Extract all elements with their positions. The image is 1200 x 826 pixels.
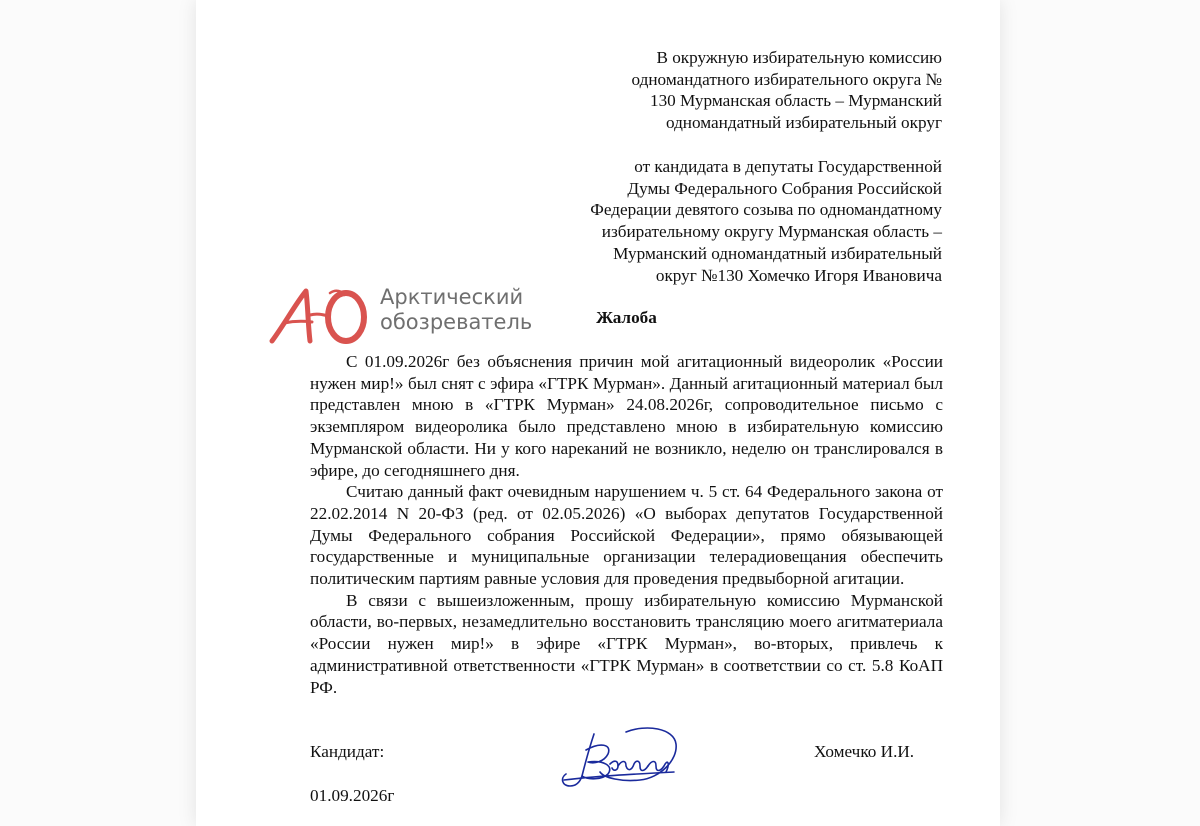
document-page <box>196 0 1000 826</box>
recipient-line: 130 Мурманская область – Мурманский <box>649 91 942 111</box>
body-paragraph: Считаю данный факт очевидным нарушением ч. 5 ст. 64 Федерального закона от 22.02.2014 N 20-ФЗ (ред. от 02.05.2026) «О выборах депутатов Государственной Думы Федерального собрания Российской Федерации», прямо обязывающей государственные и муниципальные организации телерадиовещания обеспечить политическим партиям равные условия для проведения предвыборной агитации. <box>310 482 943 589</box>
sender-line: округ №130 Хомечко Игоря Ивановича <box>655 265 942 285</box>
watermark-line: Арктический <box>380 285 524 309</box>
handwritten-signature <box>556 720 681 795</box>
sender-line: избирательному округу Мурманская область – <box>601 222 942 242</box>
recipient-line: В окружную избирательную комиссию <box>656 48 942 67</box>
document-body <box>310 351 943 698</box>
body-paragraph: С 01.09.2026г без объяснения причин мой агитационный видеоролик «России нужен мир!» был снят с эфира «ГТРК Мурман». Данный агитационный материал был представлен мною в «ГТРК Мурман» 24.08.2026г, сопроводительное письмо с экземпляром видеоролика было представлено мною в избирательную комиссию Мурманской области. Ни у кого нареканий не возникло, неделю он транслировался в эфире, до сегодняшнего дня. <box>310 352 943 480</box>
signer-name: Хомечко И.И. <box>814 742 915 761</box>
document-date: 01.09.2026г <box>310 786 395 805</box>
sender-line: Федерации девятого созыва по одномандатному <box>590 200 942 220</box>
sender-line: Мурманский одномандатный избирательный <box>613 243 942 263</box>
document-title: Жалоба <box>596 308 657 327</box>
sender-block <box>590 156 942 286</box>
body-paragraph: В связи с вышеизложенным, прошу избирательную комиссию Мурманской области, во-первых, незамедлительно восстановить трансляцию моего агитматериала «России нужен мир!» в эфире «ГТРК Мурман», во-вторых, привлечь к административной ответственности «ГТРК Мурман» в соответствии со ст. 5.8 КоАП РФ. <box>310 590 943 697</box>
sender-line: от кандидата в депутаты Государственной <box>634 157 942 176</box>
recipient-line: одномандатный избирательный округ <box>665 113 942 133</box>
watermark-line: обозреватель <box>380 310 533 334</box>
recipient-line: одномандатного избирательного округа № <box>631 69 942 89</box>
recipient-block <box>632 47 942 134</box>
sender-line: Думы Федерального Собрания Российской <box>627 178 942 198</box>
candidate-label: Кандидат: <box>310 742 385 761</box>
